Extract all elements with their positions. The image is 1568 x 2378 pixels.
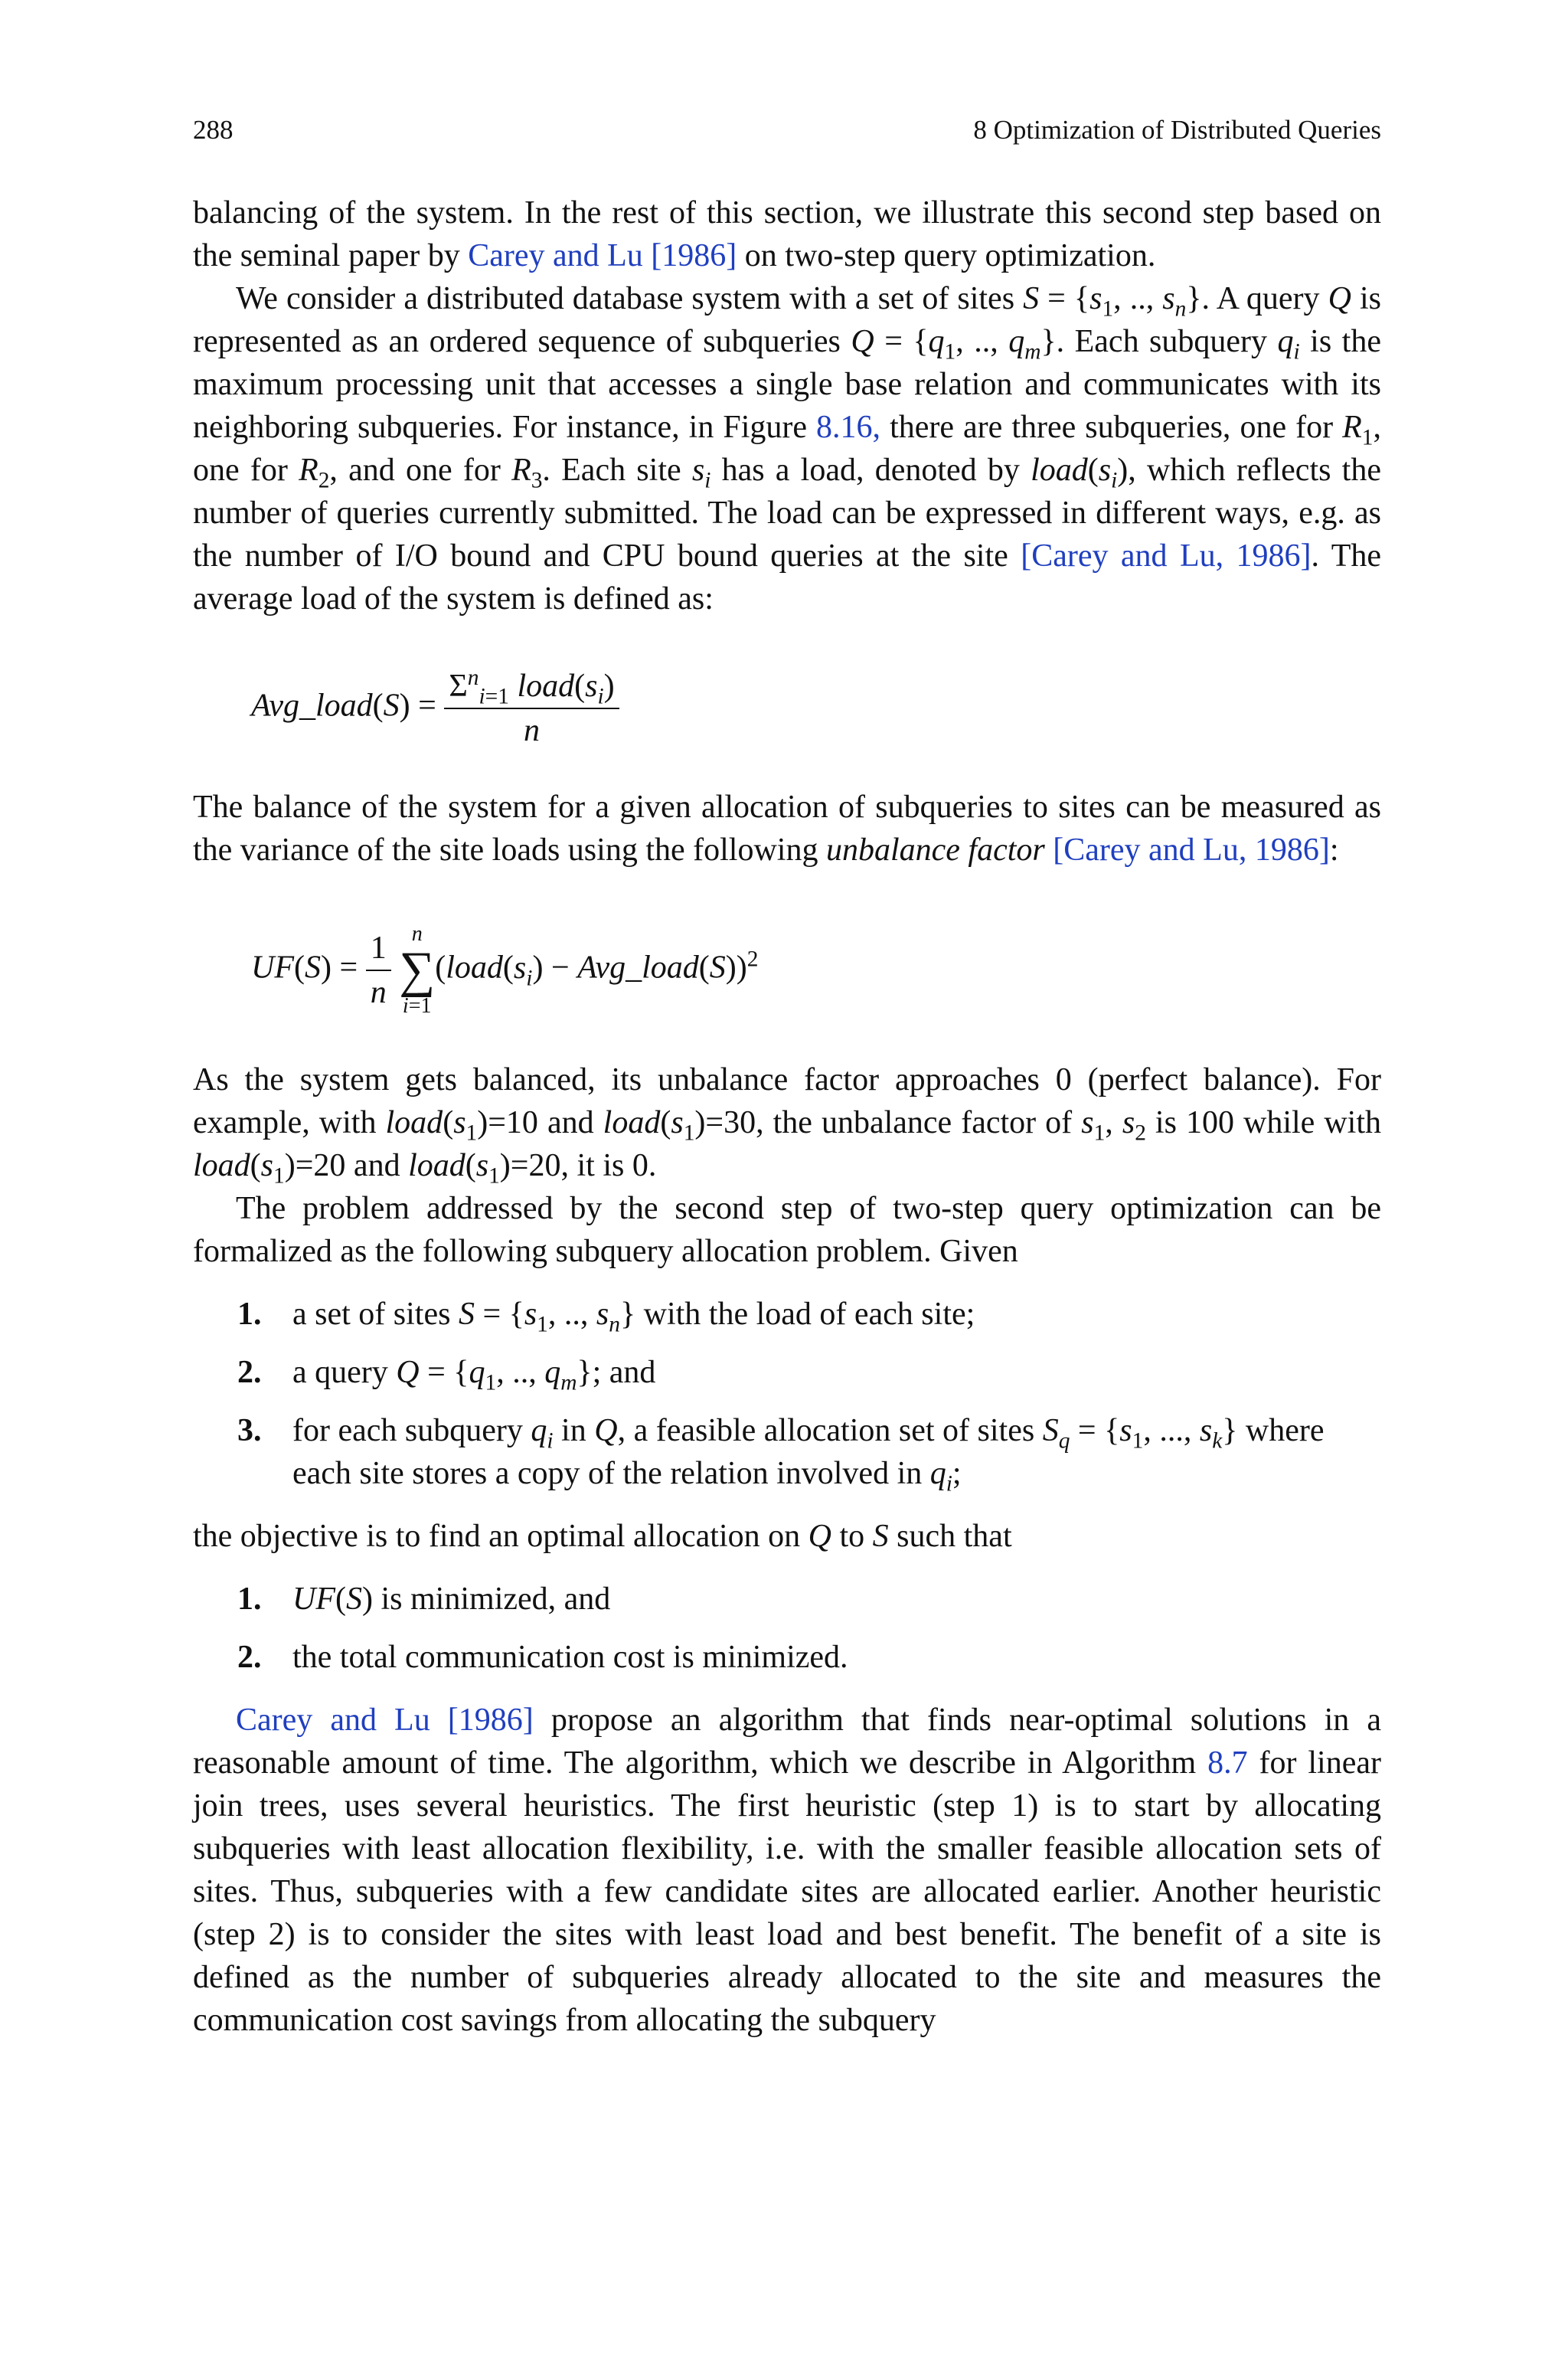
citation-link[interactable]: 1986] [1254,832,1330,868]
citation-link[interactable]: [Carey and Lu, [1053,832,1247,868]
book-page [193,115,1381,2042]
running-title: 8 Optimization of Distributed Queries [973,115,1381,145]
list-item: 2. a query $Q = \{q_1$, .., $q_m$}; and [237,1355,656,1395]
equation-unbalance-factor: UF(S) = $\frac{1}{n}$ n ∑ i=1 ($load(s_i)$ − Avg_load(S))$^2$ [251,922,759,1018]
citation-link[interactable]: [Carey and Lu, 1986] [1021,538,1312,574]
list-item: 2. the total communication cost is minimized. [237,1640,848,1675]
paragraph-5: The problem addressed by the second step of two-step query optimization can be formalized as the following subquery allocation problem. Given [193,1191,1381,1269]
paragraph-6: the objective is to find an optimal allocation on Q to S such that [193,1519,1012,1554]
given-list [193,1293,1381,1495]
running-header [193,115,1381,146]
list-item: 3. for each subquery $q_i$ in Q, a feasible allocation set of sites $S_q = \{s_1$, ..., $s_k$} where each site stores a copy of the relation involved in $q_i$; [237,1413,1325,1496]
objective-list [193,1578,1381,1679]
paragraph-7: Carey and Lu [1986] propose an algorithm that finds near-optimal solutions in a reasonable amount of time. The algorithm, which we describe in Algorithm 8.7 for linear join trees, uses several heuristics. The first heuristic (step 1) is to start by allocating subqueries with least allocation flexibility, i.e. with the smaller feasible allocation sets of sites. Thus, subqueries with a few candidate sites are allocated earlier. Another heuristic (step 2) is to consider the sites with least load and best benefit. The benefit of a site is defined as the number of subqueries already allocated to the site and measures the communication cost savings from allocating the subquery [193,1703,1381,2038]
algorithm-link[interactable]: 8.7 [1207,1745,1248,1781]
citation-link[interactable]: Carey and Lu [1986] [236,1703,534,1738]
paragraph-3: The balance of the system for a given allocation of subqueries to sites can be measured as the variance of the site loads using the following unbalance factor [Carey and Lu, 1986]: [193,790,1381,868]
paragraph-1: balancing of the system. In the rest of this section, we illustrate this second step based on the seminal paper by Carey and Lu [1986] on two-step query optimization. [193,195,1381,273]
equation-avg-load: Avg_load(S) = $\frac{\Sigma^n_{i=1} load(s_i)}{n}$ [193,643,1381,751]
paragraph-4: As the system gets balanced, its unbalance factor approaches 0 (perfect balance). For example, with $load(s_1)=10$ and $load(s_1)=30$, the unbalance factor of $s_1$, $s_2$ is 100 while with $load(s_1)=20$ and $load(s_1)=20$, it is 0. [193,1062,1382,1189]
list-item: 1. UF(S) is minimized, and [237,1582,611,1617]
page-number: 288 [193,115,234,145]
citation-link[interactable]: Carey and Lu [1986] [468,238,737,273]
paragraph-2: We consider a distributed database system with a set of sites $S = \{s_1$, .., $s_n$}. A query Q is represented as an ordered sequence of subqueries $Q = \{q_1$, .., $q_m$}. Each subquery $q_i$ is the maximum processing unit that accesses a single base relation and communicates with its neighboring subqueries. For instance, in Figure 8.16, there are three subqueries, one for $R_1$, one for $R_2$, and one for $R_3$. Each site $s_i$ has a load, denoted by $load(s_i)$, which reflects the number of queries currently submitted. The load can be expressed in different ways, e.g. as the number of I/O bound and CPU bound queries at the site [Carey and Lu, 1986]. The average load of the system is defined as: [193,281,1382,617]
figure-link[interactable]: 8.16, [816,410,881,445]
list-item: 1. a set of sites $S = \{s_1$, .., $s_n$} with the load of each site; [237,1297,975,1337]
